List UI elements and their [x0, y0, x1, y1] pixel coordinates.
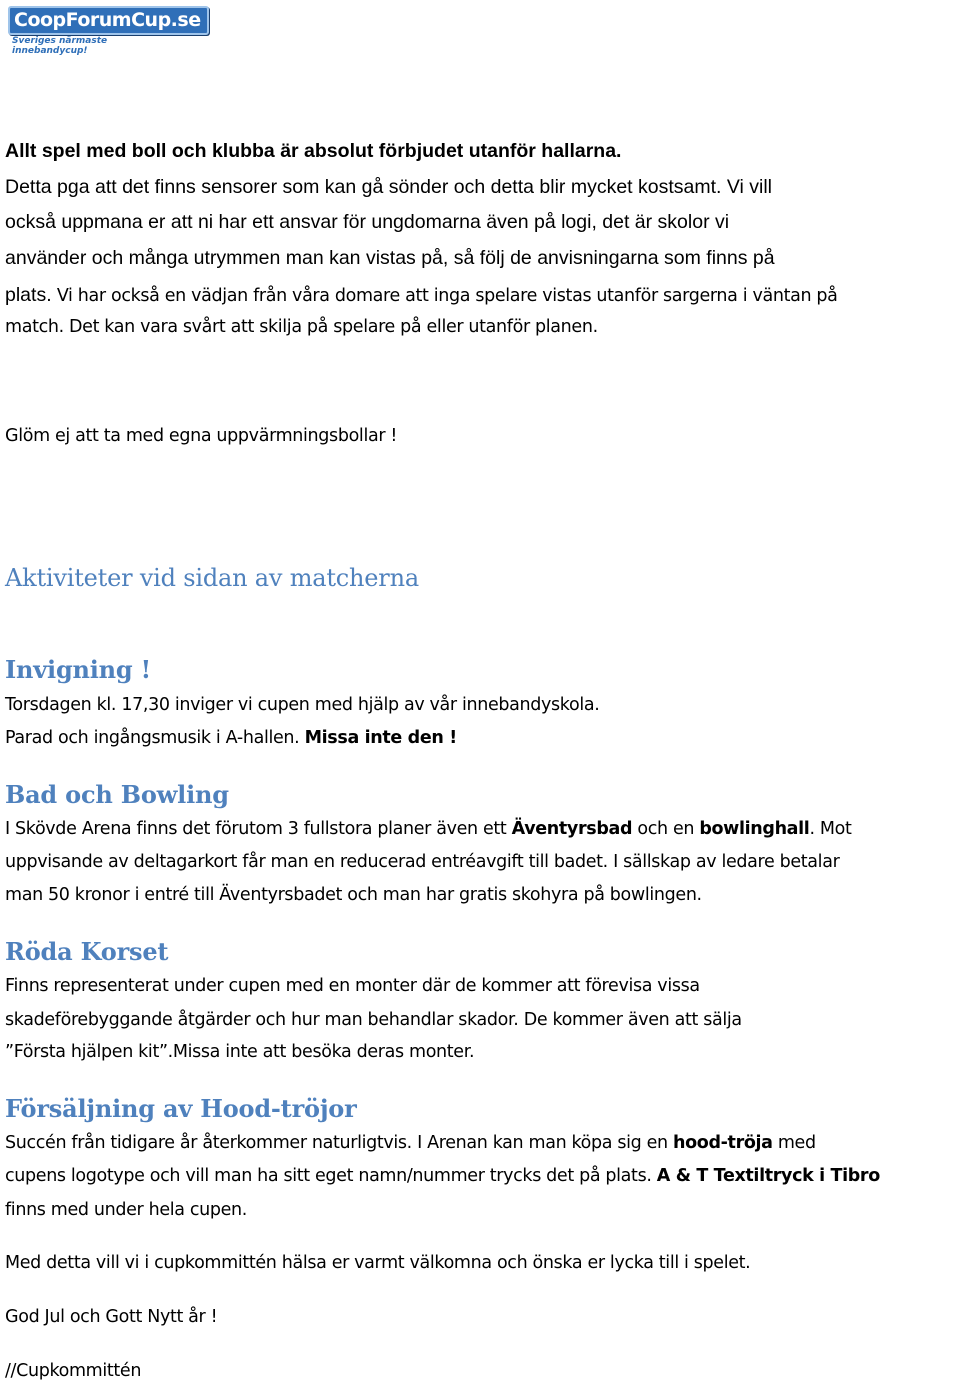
closing-line-2: God Jul och Gott Nytt år ! — [5, 1307, 218, 1327]
closing-line-1: Med detta vill vi i cupkommittén hälsa er varmt välkomna och önska er lycka till i spelet. — [5, 1253, 751, 1273]
roda-korset-heading: Röda Korset — [5, 937, 169, 966]
intro-line-3: också uppmana er att ni har ett ansvar för ungdomarna även på logi, det är skolor vi — [5, 211, 730, 233]
bowling-heading: Bad och Bowling — [5, 780, 229, 809]
coopforumcup-logo — [8, 6, 201, 56]
activities-heading: Aktiviteter vid sidan av matcherna — [5, 564, 419, 592]
hood-heading: Försäljning av Hood-tröjor — [5, 1094, 357, 1123]
intro-line-6: match. Det kan vara svårt att skilja på spelare på eller utanför planen. — [5, 317, 598, 337]
invigning-line-1: Torsdagen kl. 17,30 inviger vi cupen med hjälp av vår innebandyskola. — [5, 695, 600, 715]
hood-line-2: cupens logotype och vill man ha sitt eget namn/nummer trycks det på plats. A & T Textiltryck i Tibro — [5, 1166, 880, 1186]
hood-line-1: Succén från tidigare år återkommer naturligtvis. I Arenan kan man köpa sig en hood-tröja med — [5, 1133, 816, 1153]
bowling-line-2: uppvisande av deltagarkort får man en reducerad entréavgift till badet. I sällskap av ledare betalar — [5, 852, 840, 872]
roda-korset-line-3: ”Första hjälpen kit”.Missa inte att besöka deras monter. — [5, 1042, 475, 1062]
roda-korset-line-1: Finns representerat under cupen med en monter där de kommer att förevisa vissa — [5, 976, 700, 996]
signature: //Cupkommittén — [5, 1361, 142, 1381]
reminder-text: Glöm ej att ta med egna uppvärmningsbollar ! — [5, 426, 398, 446]
bowling-line-1: I Skövde Arena finns det förutom 3 fullstora planer även ett Äventyrsbad och en bowlinghall. Mot — [5, 819, 852, 839]
hood-line-3: finns med under hela cupen. — [5, 1200, 247, 1220]
logo-brand: CoopForumCup.se — [8, 6, 209, 35]
logo-tagline: Sveriges närmaste innebandycup! — [12, 36, 108, 56]
bowling-line-3: man 50 kronor i entré till Äventyrsbadet och man har gratis skohyra på bowlingen. — [5, 885, 702, 905]
roda-korset-line-2: skadeförebyggande åtgärder och hur man behandlar skador. De kommer även att sälja — [5, 1010, 742, 1030]
intro-line-2: Detta pga att det finns sensorer som kan gå sönder och detta blir mycket kostsamt. Vi vill — [5, 176, 773, 198]
invigning-line-2: Parad och ingångsmusik i A-hallen. Missa inte den ! — [5, 728, 457, 748]
intro-line-4: använder och många utrymmen man kan vistas på, så följ de anvisningarna som finns på — [5, 247, 775, 269]
intro-line-5: plats. Vi har också en vädjan från våra domare att inga spelare vistas utanför sargerna i väntan på — [5, 284, 838, 306]
intro-line-1: Allt spel med boll och klubba är absolut förbjudet utanför hallarna. — [5, 140, 622, 162]
invigning-heading: Invigning ! — [5, 655, 152, 684]
